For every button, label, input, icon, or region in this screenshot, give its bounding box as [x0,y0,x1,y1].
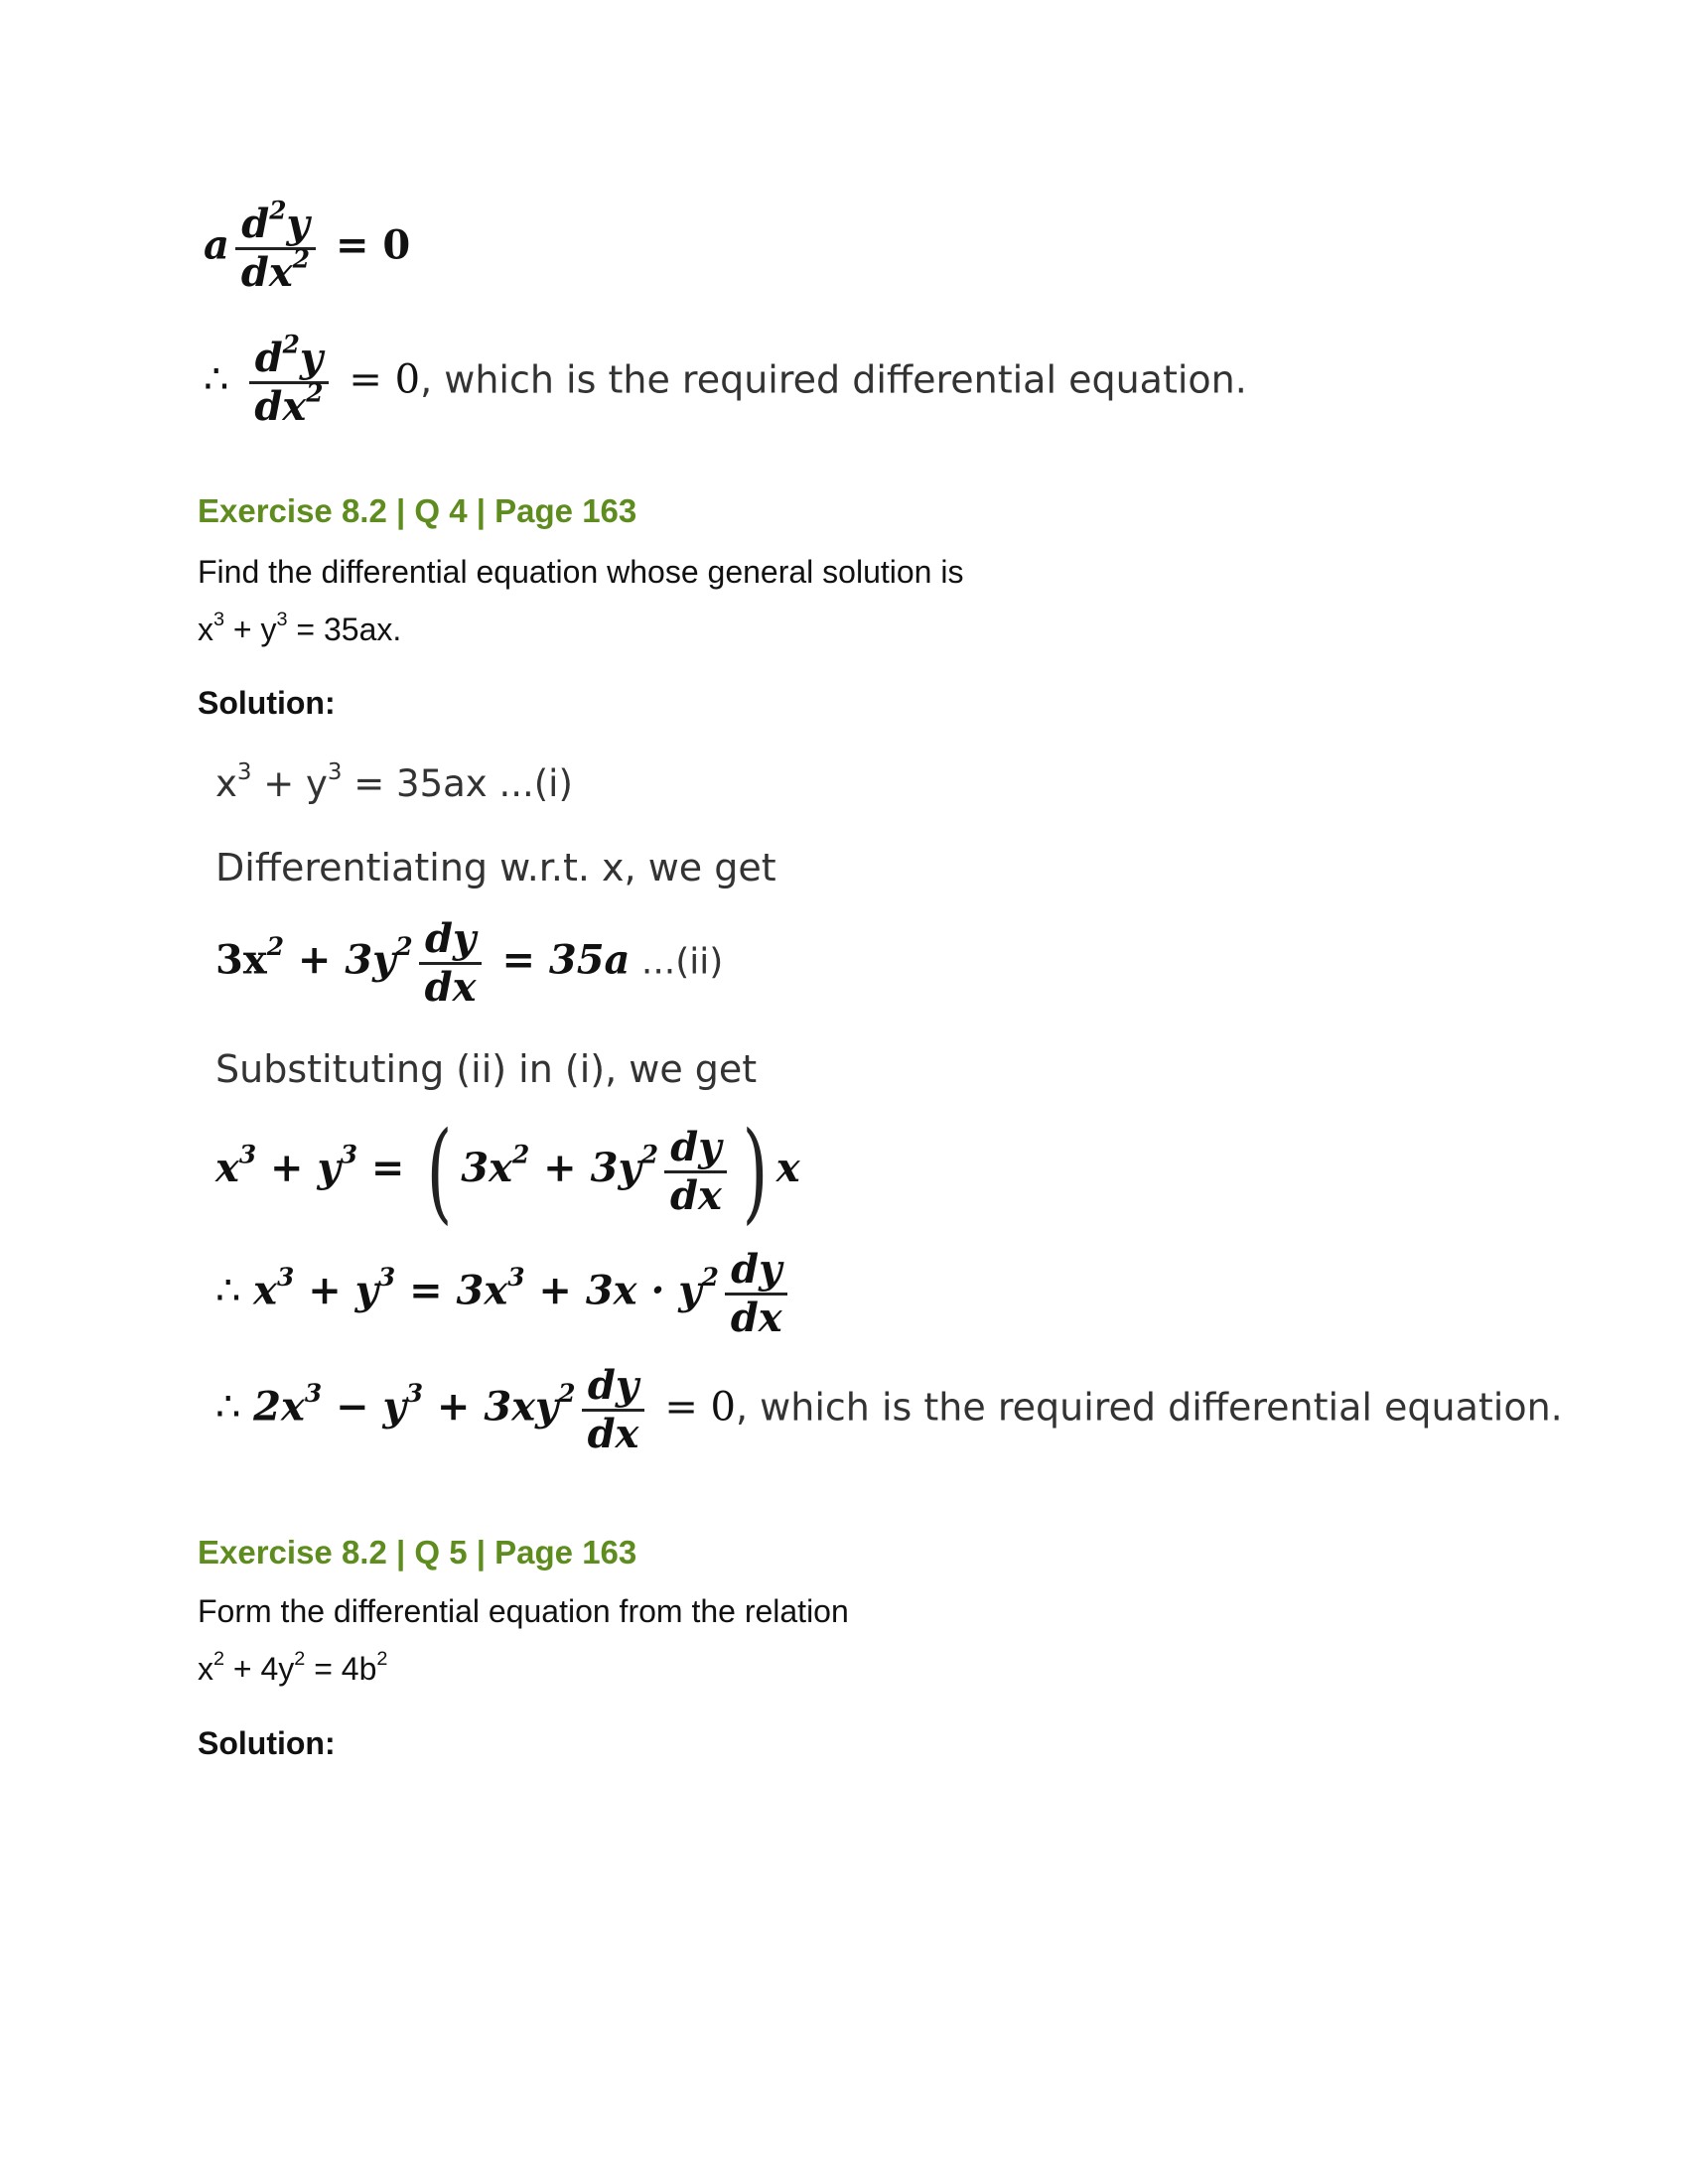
coef-a: a [204,221,229,269]
conclusion-text: , which is the required differential equation. [420,357,1247,402]
fraction-d2y-dx2: $\frac{d^2y}{dx^2}$ [235,204,316,294]
solution-step-expanded-equation: ∴ $x^3 + y^3 = 3x^3 + 3x \cdot y^2$ $\frac{dy}{dx}$ [215,1249,794,1339]
solution-step-substituting: Substituting (ii) in (i), we get [215,1047,758,1091]
conclusion-text: , which is the required differential equation. [736,1385,1563,1430]
fraction-dy-dx: $\frac{dy}{dx}$ [419,918,483,1009]
therefore-symbol: ∴ [215,1384,254,1431]
therefore-symbol: ∴ [215,1268,254,1314]
solution-label-q5: Solution: [198,1725,336,1761]
exercise-header-q5: Exercise 8.2 | Q 5 | Page 163 [198,1534,637,1570]
question-prompt-q5: Form the differential equation from the relation [198,1593,849,1629]
fraction-d2y-dx2: $\frac{d^2y}{dx^2}$ [248,338,329,428]
equation-second-derivative-result [204,330,1247,430]
solution-step-equation-i: $x^3 + y^3 = 35ax$ ...(i) [215,758,573,805]
rhs-zero: = 0 [335,221,411,269]
solution-label-q4: Solution: [198,685,336,721]
open-paren: ( [426,1108,453,1235]
solution-step-differentiating: Differentiating w.r.t. x, we get [215,846,776,889]
therefore-symbol: ∴ [204,356,229,403]
fraction-dy-dx: $\frac{dy}{dx}$ [582,1365,645,1455]
question-relation-q5: $x^2 + 4y^2 = 4b^2$ [198,1648,388,1687]
solution-step-substituted-equation: $x^3 + y^3$ = ( $3x^2 + 3y^2$ $\frac{dy}{dx}$ ) x [215,1108,800,1235]
solution-step-final-equation: ∴ $2x^3 - y^3 + 3xy^2$ $\frac{dy}{dx}$ = 0, which is the required differential equation. [215,1362,1563,1457]
close-paren: ) [742,1108,769,1235]
fraction-dy-dx: $\frac{dy}{dx}$ [664,1127,728,1217]
rhs-zero: = 0 [349,356,421,403]
equation-second-derivative-coef [204,196,411,296]
solution-step-equation-ii: $3x^2 + 3y^2$ $\frac{dy}{dx}$ = 35a ...(ii) [215,915,724,1011]
exercise-header-q4: Exercise 8.2 | Q 4 | Page 163 [198,492,637,529]
fraction-dy-dx: $\frac{dy}{dx}$ [725,1249,788,1339]
equation-tag-ii: ...(ii) [630,941,724,983]
question-prompt-q4: Find the differential equation whose general solution is [198,554,964,590]
question-relation-q4: $x^3 + y^3 = 35ax$. [198,609,402,647]
